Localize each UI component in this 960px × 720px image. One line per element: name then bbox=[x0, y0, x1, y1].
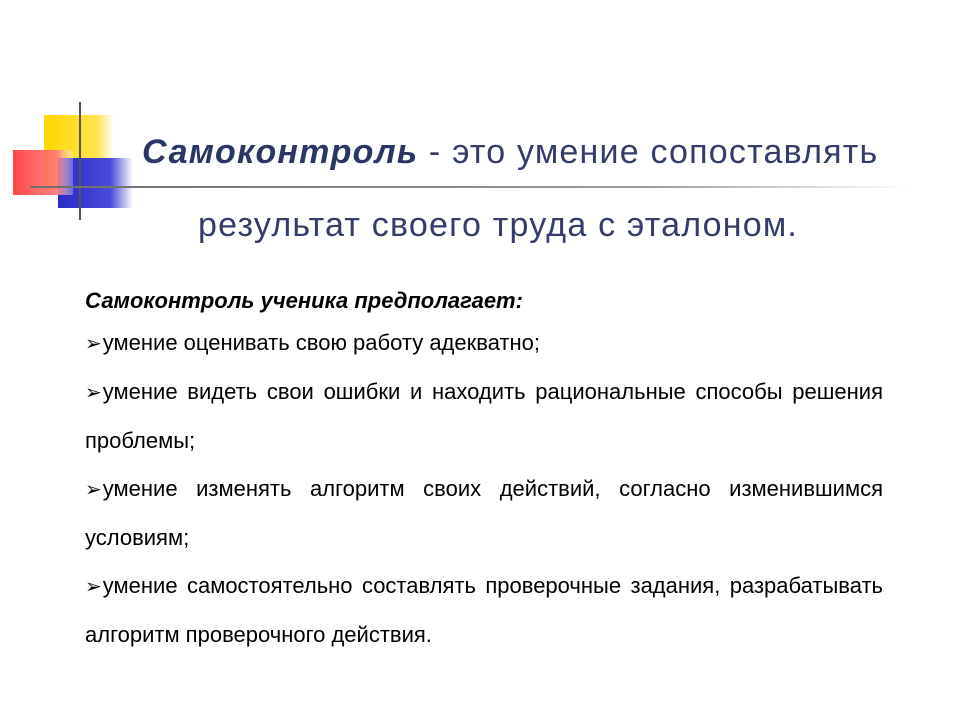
list-item bbox=[85, 368, 883, 465]
list-item-text: умение изменять алгоритм своих действий, согласно изменившимся условиям; bbox=[85, 476, 883, 550]
title-rest: - это умение сопоставлять bbox=[418, 133, 879, 171]
slide-title-line-2: результат своего труда с эталоном. bbox=[198, 206, 799, 244]
list-item-text: умение оценивать свою работу адекватно; bbox=[102, 330, 541, 355]
slide-title-line-1 bbox=[142, 133, 922, 172]
list-item-text: умение видеть свои ошибки и находить рациональные способы решения проблемы; bbox=[85, 379, 883, 453]
slide-body bbox=[85, 286, 883, 659]
arrow-bullet-icon: ➢ bbox=[85, 382, 102, 404]
list-item-text: умение самостоятельно составлять проверочные задания, разрабатывать алгоритм проверочного действия. bbox=[85, 573, 883, 647]
arrow-bullet-icon: ➢ bbox=[85, 333, 102, 355]
arrow-bullet-icon: ➢ bbox=[85, 479, 102, 501]
red-square bbox=[13, 150, 73, 195]
list-item bbox=[85, 562, 883, 659]
horizontal-rule bbox=[30, 186, 910, 188]
list-item bbox=[85, 465, 883, 562]
arrow-bullet-icon: ➢ bbox=[85, 576, 102, 598]
body-subheading: Самоконтроль ученика предполагает: bbox=[85, 288, 523, 313]
title-term: Самоконтроль bbox=[142, 133, 419, 171]
list-item bbox=[85, 319, 883, 368]
vertical-rule bbox=[79, 102, 81, 220]
